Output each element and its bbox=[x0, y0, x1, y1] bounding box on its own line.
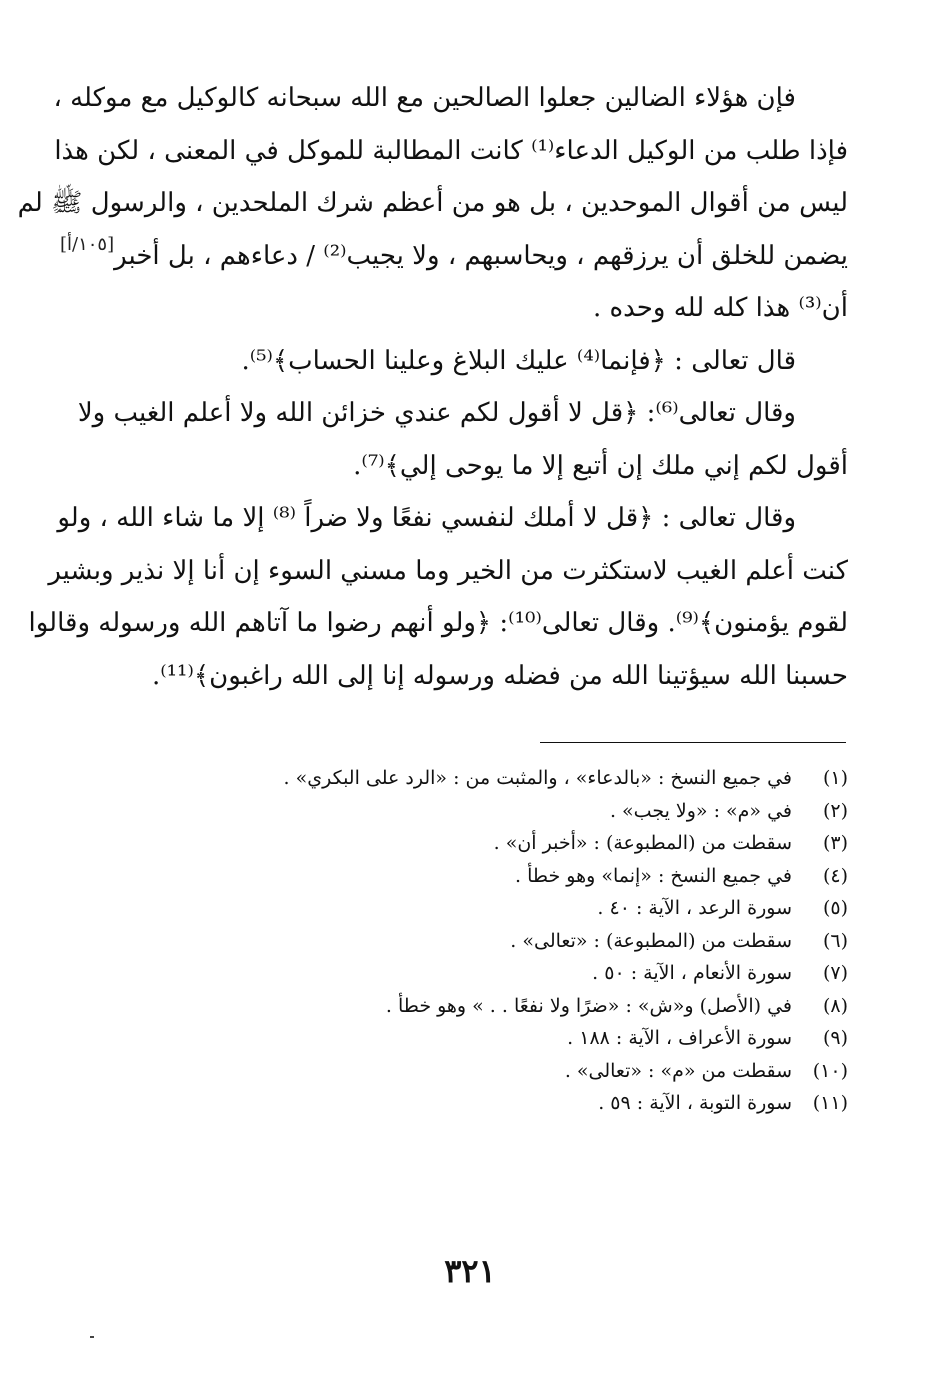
text-line: فإن هؤلاء الضالين جعلوا الصالحين مع الله سبحانه كالوكيل مع موكله ، bbox=[53, 83, 796, 113]
footnote-number: (٨) bbox=[822, 994, 848, 1017]
footnote-item bbox=[200, 860, 848, 893]
scan-speck bbox=[90, 1336, 94, 1338]
text-line: فإذا طلب من الوكيل الدعاء⁽¹⁾ كانت المطالبة للموكل في المعنى ، لكن هذا bbox=[54, 135, 848, 166]
footnote-item bbox=[200, 957, 848, 990]
text-line: قال تعالى : ﴿فإنما⁽⁴⁾ عليك البلاغ وعلينا الحساب﴾⁽⁵⁾. bbox=[241, 345, 796, 376]
footnote-text: سورة التوبة ، الآية : ٥٩ . bbox=[598, 1092, 792, 1114]
footnote-number: (٢) bbox=[822, 799, 848, 822]
footnote-item bbox=[200, 1022, 848, 1055]
footnotes bbox=[200, 762, 848, 1120]
text-line: يضمن للخلق أن يرزقهم ، ويحاسبهم ، ولا يجيب⁽²⁾ / دعاءهم ، بل أخبر bbox=[114, 240, 848, 271]
text-line: وقال تعالى : ﴿قل لا أملك لنفسي نفعًا ولا ضراً ⁽⁸⁾ إلا ما شاء الله ، ولو bbox=[57, 503, 796, 533]
text-line: وقال تعالى⁽⁶⁾: ﴿قل لا أقول لكم عندي خزائن الله ولا أعلم الغيب ولا bbox=[77, 398, 796, 428]
footnote-text: سورة الأنعام ، الآية : ٥٠ . bbox=[592, 962, 792, 984]
footnote-text: سقطت من (المطبوعة) : «أخبر أن» . bbox=[493, 832, 792, 854]
footnote-text: سقطت من «م» : «تعالى» . bbox=[564, 1059, 792, 1082]
footnote-number: (١) bbox=[822, 767, 848, 789]
footnote-text: في «م» : «ولا يجب» . bbox=[609, 799, 792, 822]
footnote-number: (١٠) bbox=[812, 1059, 848, 1082]
footnote-number: (٥) bbox=[822, 897, 848, 919]
page-number: ٣٢١ bbox=[444, 1252, 496, 1290]
footnote-number: (٦) bbox=[822, 929, 848, 952]
footnote-number: (٩) bbox=[822, 1027, 848, 1049]
footnote-number: (٤) bbox=[822, 864, 848, 887]
text-line: لقوم يؤمنون﴾⁽⁹⁾. وقال تعالى⁽¹⁰⁾: ﴿ولو أنهم رضوا ما آتاهم الله ورسوله وقالوا bbox=[28, 608, 848, 638]
footnote-number: (٣) bbox=[822, 832, 848, 854]
text-line: ليس من أقوال الموحدين ، بل هو من أعظم شرك الملحدين ، والرسول ﷺ لم bbox=[17, 188, 848, 218]
footnote-number: (١١) bbox=[812, 1092, 848, 1114]
text-line: حسبنا الله سيؤتينا الله من فضله ورسوله إنا إلى الله راغبون﴾⁽¹¹⁾. bbox=[151, 660, 848, 691]
footnote-text: سورة الأعراف ، الآية : ١٨٨ . bbox=[567, 1027, 792, 1049]
footnote-text: سقطت من (المطبوعة) : «تعالى» . bbox=[510, 929, 792, 952]
footnote-item bbox=[200, 762, 848, 795]
folio-marginal-note: [١٠٥/أ] bbox=[60, 234, 115, 255]
footnote-text: سورة الرعد ، الآية : ٤٠ . bbox=[597, 897, 792, 919]
footnote-item bbox=[200, 925, 848, 958]
footnote-item bbox=[200, 827, 848, 860]
footnote-item bbox=[200, 1055, 848, 1088]
footnote-item bbox=[200, 892, 848, 925]
footnote-item bbox=[200, 1087, 848, 1120]
footnote-item bbox=[200, 990, 848, 1023]
footnote-item bbox=[200, 795, 848, 828]
footnote-text: في (الأصل) و«ش» : «ضرًا ولا نفعًا . . » وهو خطأ . bbox=[385, 994, 792, 1017]
footnote-separator bbox=[540, 742, 846, 743]
text-line: كنت أعلم الغيب لاستكثرت من الخير وما مسني السوء إن أنا إلا نذير وبشير bbox=[48, 555, 848, 586]
footnote-text: في جميع النسخ : «إنما» وهو خطأ . bbox=[515, 864, 792, 887]
text-line: أن⁽³⁾ هذا كله لله وحده . bbox=[593, 293, 848, 323]
footnote-number: (٧) bbox=[822, 962, 848, 984]
footnote-text: في جميع النسخ : «بالدعاء» ، والمثبت من : «الرد على البكري» . bbox=[283, 767, 792, 789]
text-line: أقول لكم إني ملك إن أتبع إلا ما يوحى إلي﴾⁽⁷⁾. bbox=[353, 450, 848, 481]
